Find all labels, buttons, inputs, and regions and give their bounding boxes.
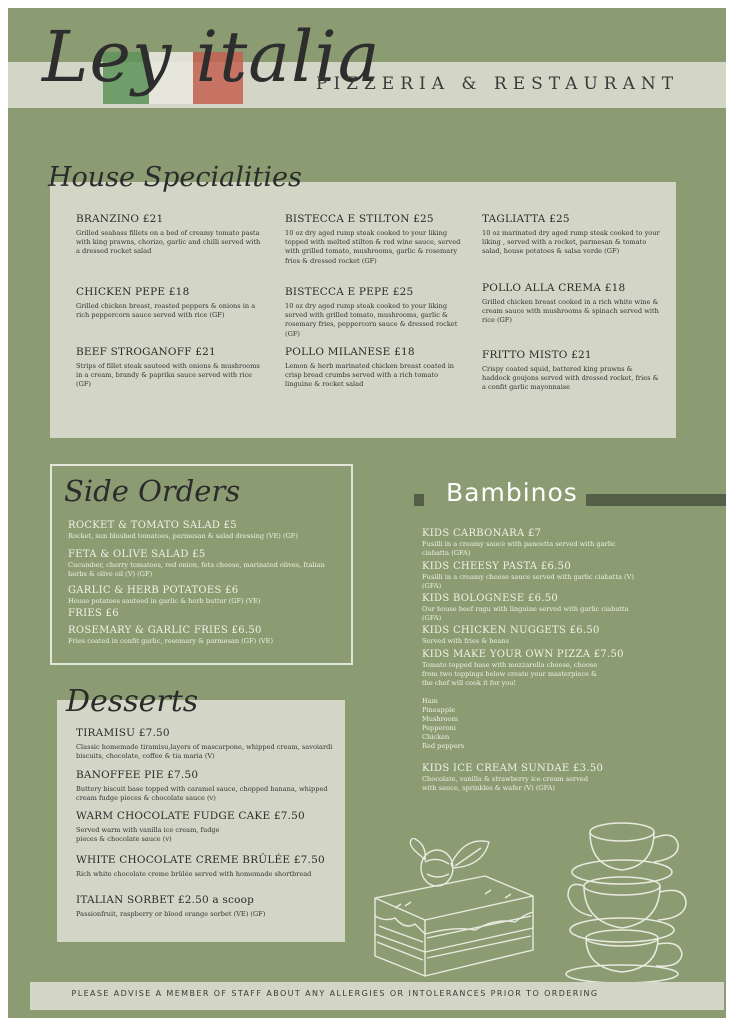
item-name: BEEF STROGANOFF £21 <box>76 346 216 358</box>
item-name: KIDS ICE CREAM SUNDAE £3.50 <box>422 763 604 774</box>
topping: Red peppers <box>422 742 465 751</box>
list-item <box>422 593 682 623</box>
item-name: CHICKEN PEPE £18 <box>76 286 190 298</box>
cake-illustration-icon <box>365 838 545 978</box>
list-item <box>68 520 344 541</box>
item-name: FETA & OLIVE SALAD £5 <box>68 549 206 560</box>
list-item <box>422 528 682 558</box>
item-name: BISTECCA E STILTON £25 <box>285 213 434 225</box>
item-name: ROSEMARY & GARLIC FRIES £6.50 <box>68 625 262 636</box>
list-item <box>76 769 338 803</box>
item-desc: Crispy coated squid, battered king prawns & haddock goujons served with dressed rocket, fries & a confit garlic mayonnaise <box>482 364 659 392</box>
desserts-heading: Desserts <box>66 684 199 719</box>
list-item <box>422 649 682 688</box>
list-item <box>68 625 344 646</box>
list-item <box>76 213 262 257</box>
item-desc: Cucumber, cherry tomatoes, red onion, feta cheese, marinated olives, Italian herbs & olive oil (V) (GF) <box>68 560 325 578</box>
item-desc: Grilled seabass fillets on a bed of creamy tomato pasta with king prawns, chorizo, garlic and chilli served with a dressed rocket salad <box>76 228 261 256</box>
list-item <box>68 549 344 579</box>
item-desc: 10 oz dry aged rump steak cooked to your liking served with grilled tomato, mushrooms, garlic & rosemary fries, peppercorn sauce & dressed rocket (GF) <box>285 301 458 338</box>
list-item <box>76 727 338 761</box>
item-desc: Tomato topped base with mozzarella cheese, choose from two toppings below create your masterpiece & the chef will cook it for you! <box>422 660 598 687</box>
list-item <box>422 561 682 591</box>
list-item <box>76 346 262 390</box>
list-item <box>482 213 662 257</box>
item-name: ROCKET & TOMATO SALAD £5 <box>68 520 237 531</box>
toppings-list <box>422 697 682 752</box>
item-name: BANOFFEE PIE £7.50 <box>76 769 199 781</box>
topping: Mushroom <box>422 715 458 724</box>
list-item <box>285 213 465 266</box>
restaurant-logo: Ley italia <box>42 16 381 98</box>
item-desc: Fries coated in confit garlic, rosemary & parmesan (GF) (VE) <box>68 636 274 645</box>
bambinos-heading: Bambinos <box>424 478 586 507</box>
tagline: PIZZERIA & RESTAURANT <box>316 74 680 94</box>
item-desc: Grilled chicken breast, roasted peppers & onions in a rich peppercorn sauce served with rice (GF) <box>76 301 256 319</box>
item-name: ITALIAN SORBET £2.50 a scoop <box>76 894 255 906</box>
list-item <box>76 286 262 320</box>
item-name: KIDS CHEESY PASTA £6.50 <box>422 561 572 572</box>
topping: Ham <box>422 697 438 705</box>
item-desc: Fusilli in a creamy cheese sauce served with garlic ciabatta (V) (GFA) <box>422 572 634 590</box>
item-name: GARLIC & HERB POTATOES £6 <box>68 585 239 596</box>
side-orders-heading: Side Orders <box>64 474 241 508</box>
item-desc: Rocket, sun blushed tomatoes, parmesan & salad dressing (VE) (GF) <box>68 531 298 540</box>
item-name: KIDS CHICKEN NUGGETS £6.50 <box>422 625 600 636</box>
item-desc: Grilled chicken breast cooked in a rich white wine & cream sauce with mushrooms & spinach served with rice (GF) <box>482 297 659 325</box>
item-name: FRIES £6 <box>68 608 119 619</box>
item-name: WHITE CHOCOLATE CREME BRÛLÉE £7.50 <box>76 854 325 866</box>
allergy-notice: PLEASE ADVISE A MEMBER OF STAFF ABOUT ANY ALLERGIES OR INTOLERANCES PRIOR TO ORDERING <box>71 989 599 998</box>
item-name: TIRAMISU £7.50 <box>76 727 170 739</box>
item-desc: Classic homemade tiramisu,layers of mascarpone, whipped cream, savoiardi biscuits, chocolate, coffee & tia maria (V) <box>76 742 333 760</box>
item-desc: Rich white chocolate creme brûlée served with homemade shortbread <box>76 869 312 878</box>
item-name: POLLO ALLA CREMA £18 <box>482 282 626 294</box>
house-specialities-heading: House Specialities <box>48 162 302 193</box>
stacked-cups-illustration-icon <box>562 818 702 984</box>
allergy-footer <box>30 982 724 1010</box>
item-name: POLLO MILANESE £18 <box>285 346 415 358</box>
item-name: FRITTO MISTO £21 <box>482 349 592 361</box>
list-item <box>76 854 338 879</box>
item-desc: Served warm with vanilla ice cream, fudge pieces & chocolate sauce (v) <box>76 825 220 843</box>
list-item <box>482 349 662 393</box>
item-desc: Lemon & herb marinated chicken breast coated in crisp bread crumbs served with a rich tomato linguine & rocket salad <box>285 361 455 389</box>
list-item <box>68 585 344 606</box>
item-name: KIDS CARBONARA £7 <box>422 528 542 539</box>
item-name: BRANZINO £21 <box>76 213 164 225</box>
item-name: KIDS BOLOGNESE £6.50 <box>422 593 559 604</box>
item-desc: 10 oz dry aged rump steak cooked to your liking topped with melted stilton & red wine sauce, served with grilled tomato, mushrooms, garlic & rosemary fries & dressed rocket (GF) <box>285 228 461 265</box>
item-name: BISTECCA E PEPE £25 <box>285 286 414 298</box>
list-item <box>76 810 316 844</box>
item-desc: Buttery biscuit base topped with caramel sauce, chopped banana, whipped cream fudge pieces & chocolate sauce (v) <box>76 784 328 802</box>
list-item <box>285 286 465 339</box>
list-item <box>285 346 465 390</box>
item-desc: Strips of fillet steak sauteed with onions & mushrooms in a cream, brandy & paprika sauce served with rice (GF) <box>76 361 260 389</box>
topping: Chicken <box>422 733 450 742</box>
item-desc: 10 oz marinated dry aged rump steak cooked to your liking , served with a rocket, parmesan & tomato salad, house potatoes & salsa verde (GF) <box>482 228 660 256</box>
list-item <box>68 608 344 620</box>
item-desc: House potatoes sauteed in garlic & herb butter (GF) (VE) <box>68 596 261 605</box>
item-desc: Passionfruit, raspberry or blood orange sorbet (VE) (GF) <box>76 909 266 918</box>
item-desc: Served with fries & beans <box>422 636 509 645</box>
topping: Pepperoni <box>422 724 456 733</box>
item-desc: Our house beef ragu with linguine served with garlic ciabatta (GFA) <box>422 604 629 622</box>
list-item <box>482 282 662 326</box>
item-desc: Fusilli in a creamy sauce with pancetta served with garlic ciabatta (GFA) <box>422 539 616 557</box>
item-desc: Chocolate, vanilla & strawberry ice cream served with sauce, sprinkles & wafer (V) (GFA) <box>422 774 589 792</box>
list-item <box>76 894 338 919</box>
topping: Pineapple <box>422 706 456 715</box>
item-name: KIDS MAKE YOUR OWN PIZZA £7.50 <box>422 649 624 660</box>
list-item <box>422 763 682 793</box>
item-name: WARM CHOCOLATE FUDGE CAKE £7.50 <box>76 810 305 822</box>
item-name: TAGLIATTA £25 <box>482 213 570 225</box>
list-item <box>422 625 682 646</box>
